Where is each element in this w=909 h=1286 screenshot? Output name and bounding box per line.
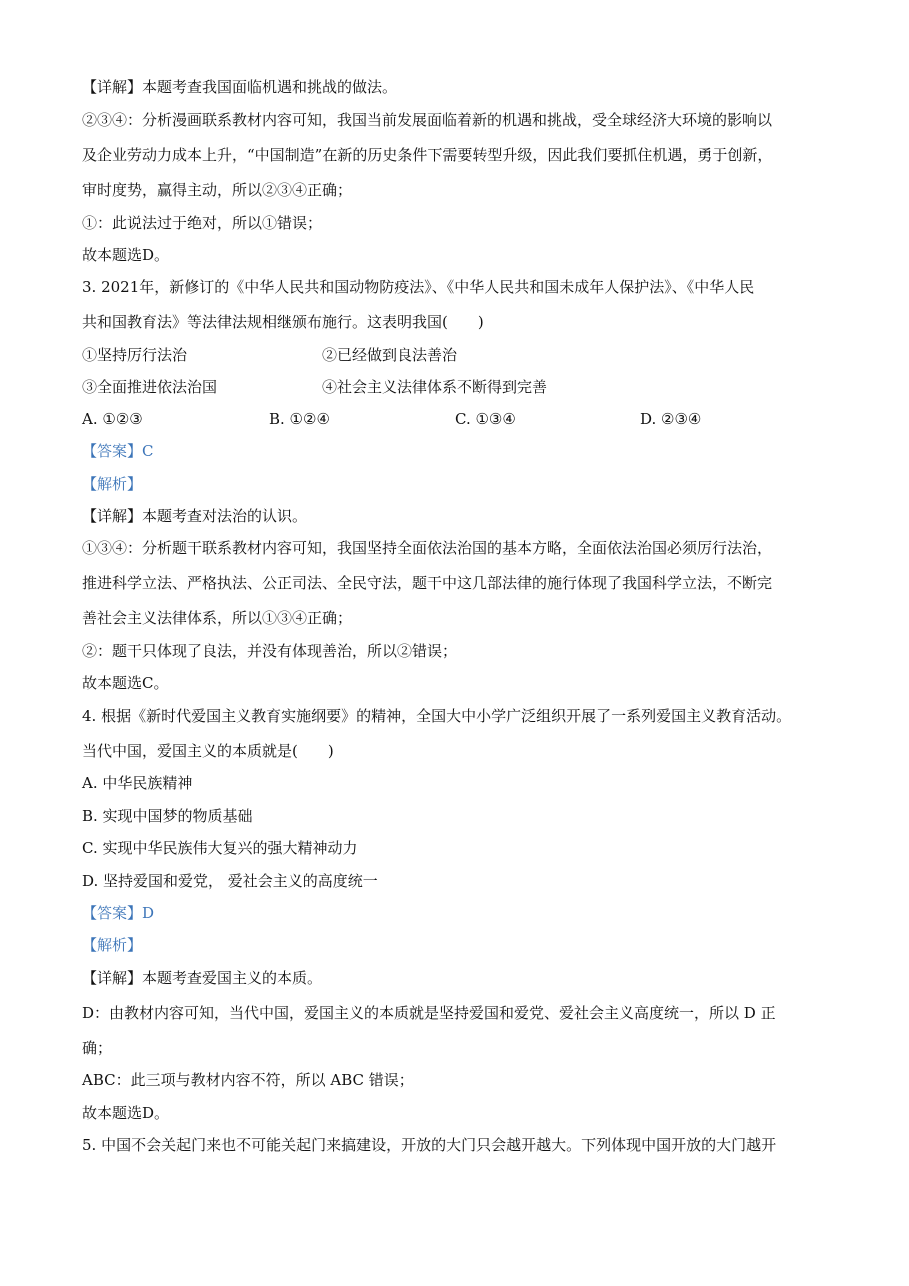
detail-line: 及企业劳动力成本上升，“中国制造”在新的历史条件下需要转型升级，因此我们要抓住机遇，勇于创新，: [82, 146, 773, 164]
detail-line: ②③④：分析漫画联系教材内容可知，我国当前发展面临着新的机遇和挑战，受全球经济大环境的影响以: [82, 111, 773, 129]
question-3-stem: 共和国教育法》等法律法规相继颁布施行。这表明我国( ): [82, 313, 484, 331]
q3-detail-line: ②：题干只体现了良法，并没有体现善治，所以②错误；: [82, 642, 458, 660]
q4-option-d: D. 坚持爱国和爱党， 爱社会主义的高度统一: [82, 872, 378, 890]
detail-line: ①：此说法过于绝对，所以①错误；: [82, 214, 323, 232]
q3-statement-4: ④社会主义法律体系不断得到完善: [322, 378, 548, 396]
question-5-stem: 5. 中国不会关起门来也不可能关起门来搞建设，开放的大门只会越开越大。下列体现中国开放的大门越开: [82, 1136, 777, 1154]
q3-statement-3: ③全面推进依法治国: [82, 378, 218, 396]
q4-detail-line: 确；: [82, 1039, 113, 1057]
q3-statement-1: ①坚持厉行法治: [82, 346, 188, 364]
q3-option-a: A. ①②③: [82, 410, 143, 428]
question-4-stem: 当代中国，爱国主义的本质就是( ): [82, 742, 334, 760]
q3-detail-line: 故本题选C。: [82, 674, 169, 692]
q3-answer: 【答案】C: [82, 442, 154, 460]
q4-answer: 【答案】D: [82, 904, 155, 922]
detail-line: 故本题选D。: [82, 246, 170, 264]
q4-option-a: A. 中华民族精神: [82, 774, 193, 792]
detail-line: 审时度势，赢得主动，所以②③④正确；: [82, 181, 353, 199]
q4-option-c: C. 实现中华民族伟大复兴的强大精神动力: [82, 839, 358, 857]
q4-detail-line: D：由教材内容可知，当代中国，爱国主义的本质就是坚持爱国和爱党、爱社会主义高度统一，所以 D 正: [82, 1004, 776, 1022]
detail-line: 【详解】本题考查我国面临机遇和挑战的做法。: [82, 78, 398, 96]
q3-detail-line: 善社会主义法律体系，所以①③④正确；: [82, 609, 353, 627]
q4-option-b: B. 实现中国梦的物质基础: [82, 807, 253, 825]
q4-detail-line: 故本题选D。: [82, 1104, 170, 1122]
q4-detail-line: 【详解】本题考查爱国主义的本质。: [82, 969, 323, 987]
q3-statement-2: ②已经做到良法善治: [322, 346, 458, 364]
q3-option-b: B. ①②④: [269, 410, 330, 428]
question-4-stem: 4. 根据《新时代爱国主义教育实施纲要》的精神，全国大中小学广泛组织开展了一系列爱国主义教育活动。: [82, 707, 792, 725]
q3-detail-line: 推进科学立法、严格执法、公正司法、全民守法，题干中这几部法律的施行体现了我国科学立法，不断完: [82, 574, 773, 592]
q3-detail-line: ①③④：分析题干联系教材内容可知，我国坚持全面依法治国的基本方略，全面依法治国必须厉行法治，: [82, 539, 773, 557]
q4-detail-line: ABC：此三项与教材内容不符，所以 ABC 错误；: [82, 1071, 414, 1089]
q3-option-c: C. ①③④: [455, 410, 516, 428]
q3-detail-line: 【详解】本题考查对法治的认识。: [82, 507, 308, 525]
q4-analysis-label: 【解析】: [82, 936, 143, 954]
q3-analysis-label: 【解析】: [82, 475, 143, 493]
q3-option-d: D. ②③④: [640, 410, 702, 428]
question-3-stem: 3. 2021年，新修订的《中华人民共和国动物防疫法》、《中华人民共和国未成年人保护法》、《中华人民: [82, 278, 755, 296]
